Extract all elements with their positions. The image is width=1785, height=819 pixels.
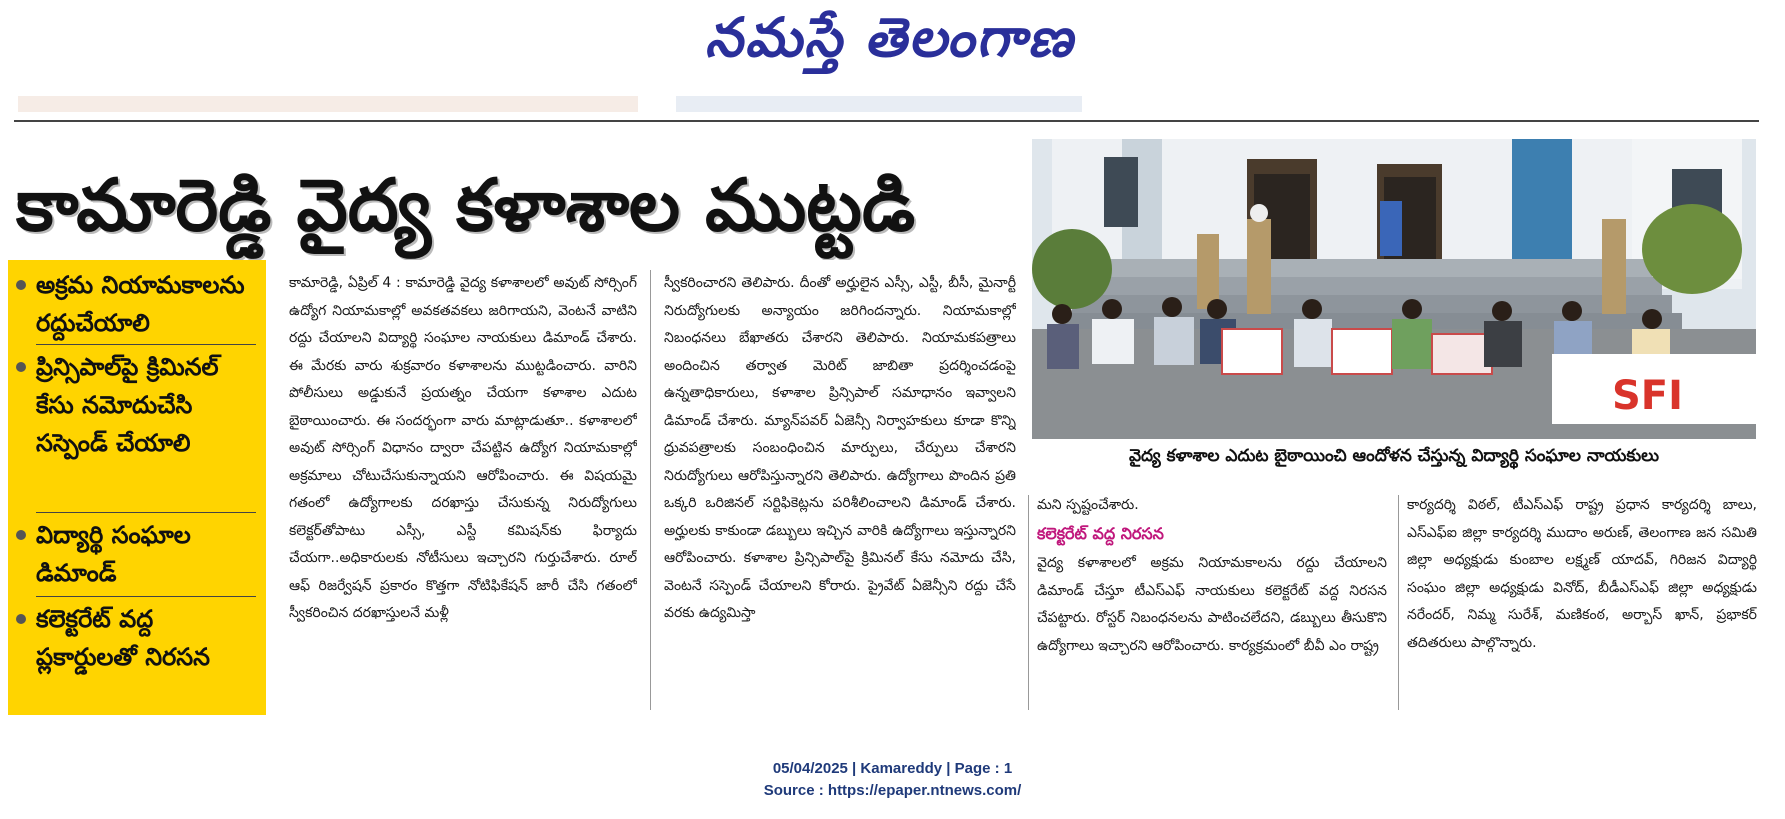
article-column-3-lead: మని స్పష్టంచేశారు. (1037, 497, 1139, 513)
highlight-item: విద్యార్థి సంఘాల డిమాండ్ (16, 516, 261, 592)
highlight-item: ప్రిన్సిపాల్‌పై క్రిమినల్ కేసు నమోదుచేసి సస్పెండ్ చేయాలి (16, 348, 261, 500)
highlight-item: అక్రమ నియామకాలను రద్దుచేయాలి (16, 266, 261, 342)
news-photo (1032, 139, 1756, 439)
column-divider (1398, 495, 1399, 710)
divider (36, 596, 256, 597)
article-column-4: కార్యదర్శి విఠల్, టీఎస్ఎఫ్ రాష్ట్ర ప్రధాన కార్యదర్శి బాలు, ఎస్ఎఫ్ఐ జిల్లా కార్యదర్శి ముదాం అరుణ్, తెలంగాణ జన సమితి జిల్లా అధ్యక్షుడు కుంబాల లక్ష్మణ్ యాదవ్, గిరిజన విద్యార్థి సంఘం జిల్లా అధ్యక్షుడు వినోద్, బీడీఎస్ఎఫ్ జిల్లా అధ్యక్షుడు నరేందర్, నిమ్మ సురేశ్, మణికంఠ, అర్బాస్ ఖాన్, ప్రభాకర్ తదితరులు పాల్గొన్నారు. (1407, 497, 1757, 651)
footer-source: Source : https://epaper.ntnews.com/ (763, 782, 1022, 799)
bullet-icon (16, 530, 26, 540)
article-column-2: స్వీకరించారని తెలిపారు. దీంతో అర్హులైన ఎస్సీ, ఎస్టీ, బీసీ, మైనార్టీ నిరుద్యోగులకు అన్యాయం జరిగిందన్నారు. నియామకాల్లో నిబంధనలు బేఖాతరు చేశారని తెలిపారు. నియామకపత్రాలు అందించిన తర్వాత మెరిట్ జాబితా ప్రదర్శించడంపై ఉన్నతాధికారులు, కళాశాల ప్రిన్సిపాల్ సమాధానం ఇవ్వాలని డిమాండ్ చేశారు. మ్యాన్‌పవర్ ఏజెన్సీ నిర్వాహకులు కూడా కొన్ని ధ్రువపత్రాలకు సంబంధించిన మార్పులు, చేర్పులు చేశారని నిరుద్యోగులు ఆరోపిస్తున్నారని తెలిపారు. ఉద్యోగాలు పొందిన ప్రతి ఒక్కరి ఒరిజినల్ సర్టిఫికెట్లను పరిశీలించాలని డిమాండ్ చేశారు. అర్హులకు కాకుండా డబ్బులు ఇచ్చిన వారికి ఉద్యోగాలు ఇస్తున్నారని ఆరోపించారు. కళాశాల ప్రిన్సిపాల్‌పై క్రిమినల్ కేసు నమోదు చేసి, వెంటనే సస్పెండ్ చేయాలని కోరారు. ప్రైవేట్ ఏజెన్సీని రద్దు చేసే వరకు ఉద్యమిస్తా (664, 275, 1016, 621)
clipped-strip (18, 96, 638, 112)
masthead-logo: నమస్తే తెలంగాణ (702, 6, 1086, 69)
section-subhead: కలెక్టరేట్ వద్ద నిరసన (1037, 524, 1164, 543)
bullet-icon (16, 280, 26, 290)
footer-dateline: 05/04/2025 | Kamareddy | Page : 1 (772, 760, 1013, 777)
column-divider (1028, 495, 1029, 710)
highlights-box (8, 260, 266, 715)
sfi-banner-text: SFI (1612, 373, 1684, 419)
article-column-3: వైద్య కళాశాలలో అక్రమ నియామకాలను రద్దు చేయాలని డిమాండ్ చేస్తూ టీఎస్ఎఫ్ నాయకులు కలెక్టరేట్ వద్ద నిరసన చేపట్టారు. రోస్టర్ నిబంధనలను పాటించలేదని, డబ్బులు తీసుకొని ఉద్యోగాలు ఇచ్చారని ఆరోపించారు. కార్యక్రమంలో బీవీ ఎం రాష్ట్ర (1037, 555, 1387, 654)
divider (36, 344, 256, 345)
header-rule (14, 120, 1759, 122)
bullet-icon (16, 614, 26, 624)
photo-caption: వైద్య కళాశాల ఎదుట బైఠాయించి ఆందోళన చేస్తున్న విద్యార్థి సంఘాల నాయకులు (1128, 446, 1660, 466)
headline: కామారెడ్డి వైద్య కళాశాల ముట్టడి (16, 163, 916, 247)
clipped-strip (676, 96, 1082, 112)
divider (36, 512, 256, 513)
highlight-item: కలెక్టరేట్ వద్ద ప్లకార్డులతో నిరసన (16, 600, 261, 676)
column-divider (650, 270, 651, 710)
article-column-1: కామారెడ్డి, ఏప్రిల్ 4 : కామారెడ్డి వైద్య కళాశాలలో అవుట్ సోర్సింగ్ ఉద్యోగ నియామకాల్లో అవకతవకలు జరిగాయని, వెంటనే వాటిని రద్దు చేయాలని విద్యార్థి సంఘాల నాయకులు డిమాండ్ చేశారు. ఈ మేరకు వారు శుక్రవారం కళాశాలను ముట్టడించారు. వారిని పోలీసులు అడ్డుకునే ప్రయత్నం చేయగా కళాశాల ఎదుట బైఠాయించారు. ఈ సందర్భంగా వారు మాట్లాడుతూ.. కళాశాలలో అవుట్ సోర్సింగ్ విధానం ద్వారా చేపట్టిన ఉద్యోగ నియామకాల్లో అక్రమాలు చోటుచేసుకున్నాయని ఆరోపించారు. ఈ విషయమై గతంలో ఉద్యోగాలకు దరఖాస్తు చేసుకున్న నిరుద్యోగులు కలెక్టర్‌తోపాటు ఎస్సీ, ఎస్టీ కమిషన్‌కు ఫిర్యాదు చేయగా..అధికారులకు నోటీసులు ఇచ్చారని గుర్తుచేశారు. రూల్ ఆఫ్ రిజర్వేషన్ ప్రకారం కొత్తగా నోటిఫికేషన్ జారీ చేసి గతంలో స్వీకరించిన దరఖాస్తులనే మళ్లీ (289, 275, 637, 621)
bullet-icon (16, 362, 26, 372)
